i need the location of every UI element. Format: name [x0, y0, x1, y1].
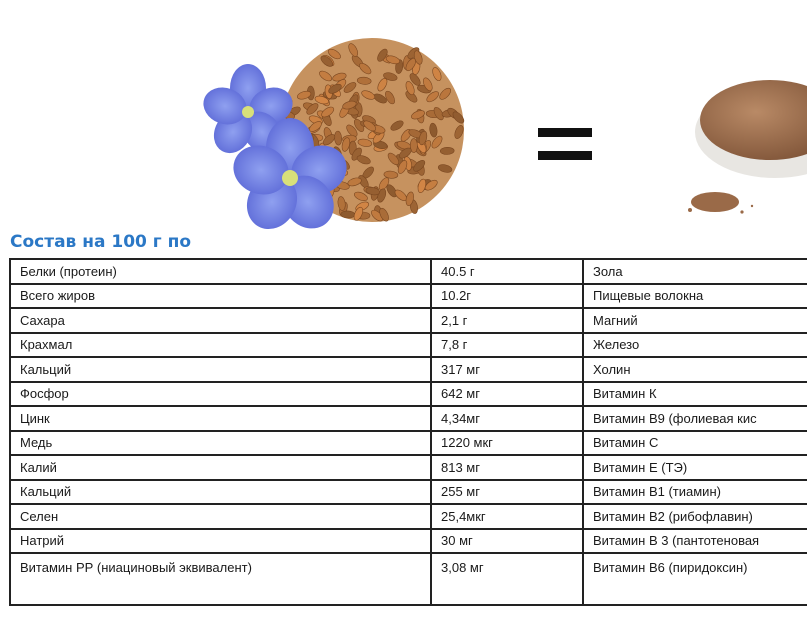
nutrient-name-cell: Сахара [10, 308, 431, 333]
nutrient-name-cell-2: Витамин В2 (рибофлавин) [583, 504, 807, 529]
nutrient-name-cell: Медь [10, 431, 431, 456]
nutrient-value-cell: 3,08 мг [431, 553, 583, 605]
nutrient-name-cell-2: Пищевые волокна [583, 284, 807, 309]
nutrient-name-cell: Цинк [10, 406, 431, 431]
nutrient-name-cell: Кальций [10, 357, 431, 382]
nutrient-name-cell-2: Витамин К [583, 382, 807, 407]
table-row [10, 357, 807, 382]
table-row [10, 333, 807, 358]
nutrient-value-cell: 813 мг [431, 455, 583, 480]
nutrient-name-cell-2: Витамин В1 (тиамин) [583, 480, 807, 505]
table-row [10, 382, 807, 407]
nutrient-name-cell: Белки (протеин) [10, 259, 431, 284]
table-row [10, 504, 807, 529]
table-row [10, 259, 807, 284]
nutrient-name-cell-2: Витамин Е (ТЭ) [583, 455, 807, 480]
nutrient-value-cell: 30 мг [431, 529, 583, 554]
nutrient-name-cell-2: Зола [583, 259, 807, 284]
equals-sign [538, 128, 592, 160]
nutrient-name-cell-2: Магний [583, 308, 807, 333]
table-row [10, 308, 807, 333]
nutrient-value-cell: 255 мг [431, 480, 583, 505]
nutrient-value-cell: 25,4мкг [431, 504, 583, 529]
nutrient-name-cell: Селен [10, 504, 431, 529]
page-title: Состав на 100 г по [10, 232, 191, 252]
nutrient-name-cell-2: Витамин В6 (пиридоксин) [583, 553, 807, 605]
nutrient-value-cell: 317 мг [431, 357, 583, 382]
nutrient-name-cell: Фосфор [10, 382, 431, 407]
nutrition-table-wrapper [9, 258, 807, 606]
table-row [10, 553, 807, 605]
nutrient-value-cell: 2,1 г [431, 308, 583, 333]
nutrition-table [9, 258, 807, 606]
nutrient-name-cell: Кальций [10, 480, 431, 505]
nutrient-name-cell: Всего жиров [10, 284, 431, 309]
flax-flour-image [688, 80, 807, 214]
nutrient-name-cell-2: Железо [583, 333, 807, 358]
hero-illustration [0, 0, 807, 232]
table-row [10, 455, 807, 480]
table-row [10, 529, 807, 554]
table-row [10, 284, 807, 309]
nutrient-name-cell: Калий [10, 455, 431, 480]
nutrient-name-cell-2: Витамин С [583, 431, 807, 456]
nutrient-value-cell: 40.5 г [431, 259, 583, 284]
nutrient-value-cell: 642 мг [431, 382, 583, 407]
nutrient-value-cell: 7,8 г [431, 333, 583, 358]
nutrient-value-cell: 4,34мг [431, 406, 583, 431]
nutrient-name-cell-2: Витамин В9 (фолиевая кис [583, 406, 807, 431]
nutrient-name-cell-2: Витамин В 3 (пантотеновая [583, 529, 807, 554]
nutrient-name-cell: Витамин РР (ниациновый эквивалент) [10, 553, 431, 605]
nutrient-name-cell: Натрий [10, 529, 431, 554]
nutrient-name-cell: Крахмал [10, 333, 431, 358]
table-row [10, 406, 807, 431]
nutrient-value-cell: 10.2г [431, 284, 583, 309]
table-row [10, 480, 807, 505]
nutrient-name-cell-2: Холин [583, 357, 807, 382]
table-row [10, 431, 807, 456]
nutrient-value-cell: 1220 мкг [431, 431, 583, 456]
